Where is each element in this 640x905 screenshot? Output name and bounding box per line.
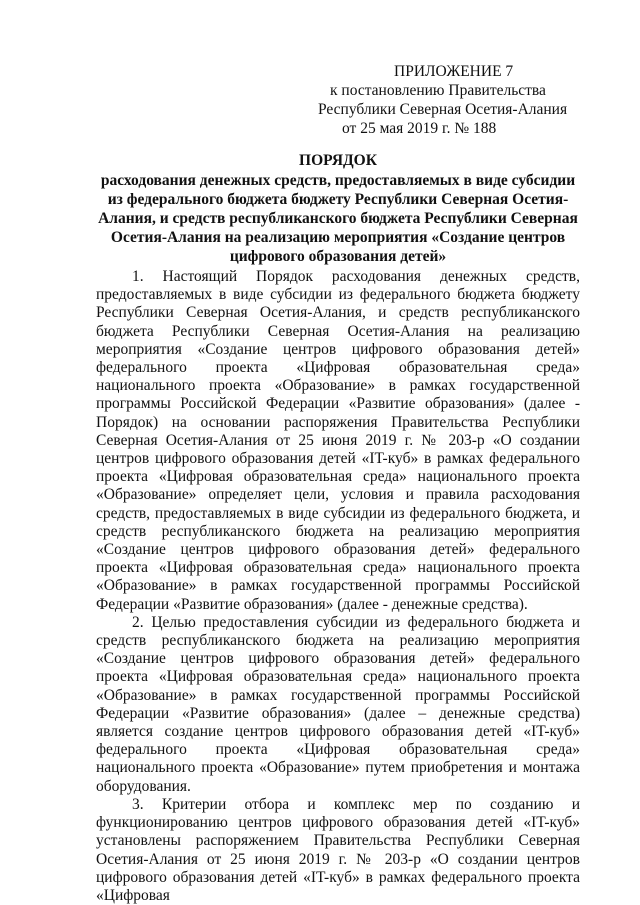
document-body	[96, 268, 580, 905]
heading-word: ПОРЯДОК	[299, 152, 377, 169]
paragraph-1: 1. Настоящий Порядок расходования денежных средств, предоставляемых в виде субсидии из федерального бюджета бюджету Республики Северная Осетия-Алания, и средств республиканского бюджета Республики Северная Осетия-Алания на реализацию мероприятия «Создание центров цифрового образования детей» федерального проекта «Цифровая образовательная среда» национального проекта «Образование» в рамках государственной программы Российской Федерации «Развитие образования» (далее - Порядок) на основании распоряжения Правительства Республики Северная Осетия-Алания от 25 июня 2019 г. № 203-р «О создании центров цифрового образования детей «IT-куб» в рамках федерального проекта «Цифровая образовательная среда» национального проекта «Образование» определяет цели, условия и правила расходования средств, предоставляемых в виде субсидии из федерального бюджета, и средств республиканского бюджета на реализацию мероприятия «Создание центров цифрового образования детей» федерального проекта «Цифровая образовательная среда» национального проекта «Образование» в рамках государственной программы Российской Федерации «Развитие образования» (далее - денежные средства).	[96, 268, 580, 613]
appendix-title: ПРИЛОЖЕНИЕ 7	[394, 63, 514, 80]
appendix-line-republic: Республики Северная Осетия-Алания	[318, 101, 568, 118]
appendix-line-decree: к постановлению Правительства	[330, 82, 546, 99]
document-heading	[96, 151, 580, 266]
paragraph-2: 2. Целью предоставления субсидии из федерального бюджета и средств республиканского бюджета на реализацию мероприятия «Создание центров цифрового образования детей» федерального проекта «Цифровая образовательная среда» национального проекта «Образование» в рамках государственной программы Российской Федерации «Развитие образования» (далее – денежные средства) является создание центров цифрового образования детей «IT-куб» федерального проекта «Цифровая образовательная среда» национального проекта «Образование» путем приобретения и монтажа оборудования.	[96, 613, 580, 795]
heading-text: расходования денежных средств, предоставляемых в виде субсидии из федерального бюджета бюджету Республики Северная Осетия-Алания, и средств республиканского бюджета Республики Северная Осетия-Алания на реализацию мероприятия «Создание центров цифрового образования детей»	[98, 172, 578, 265]
paragraph-3: 3. Критерии отбора и комплекс мер по созданию и функционированию центров цифрового образования детей «IT-куб» установлены распоряжением Правительства Республики Северная Осетия-Алания от 25 июня 2019 г. № 203-р «О создании центров цифрового образования детей «IT-куб» в рамках федерального проекта «Цифровая	[96, 795, 580, 904]
appendix-block	[318, 62, 618, 138]
appendix-line-date: от 25 мая 2019 г. № 188	[342, 120, 497, 137]
